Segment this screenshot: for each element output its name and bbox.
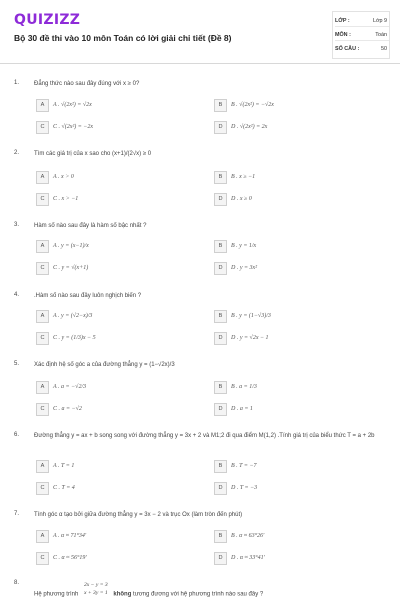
option-text: C . y = √(x+1) [53,265,89,271]
option-d[interactable] [214,482,374,495]
question-number: 2. [14,150,20,156]
meta-row-subject [335,29,389,41]
option-c[interactable] [36,403,196,416]
question-number: 5. [14,361,20,367]
meta-row-count [335,43,389,55]
question-text [34,582,390,600]
option-text: B . x ≥ −1 [231,174,256,180]
option-letter-badge: C [36,262,49,275]
option-text: D . y = √2x − 1 [231,335,269,341]
option-letter-badge: C [36,552,49,565]
option-letter-badge: D [214,332,227,345]
question-number: 3. [14,222,20,228]
meta-key: MÔN : [335,32,351,38]
option-d[interactable] [214,332,374,345]
question-text: Hàm số nào sau đây là hàm số bậc nhất ? [34,223,147,229]
question-number: 6. [14,432,20,438]
equation-line: x + 3y = 1 [83,590,108,596]
option-a[interactable] [36,460,196,473]
question-text: Tìm các giá trị của x sao cho (x+1)/(2√x) ≥ 0 [34,151,152,157]
page-title: Bộ 30 đề thi vào 10 môn Toán có lời giải chi tiết (Đề 8) [14,33,232,43]
option-text: D . α ≈ 33°41' [231,555,265,561]
option-c[interactable] [36,332,196,345]
option-letter-badge: D [214,193,227,206]
option-d[interactable] [214,403,374,416]
option-letter-badge: A [36,310,49,323]
option-text: B . y = (1−√3)/3 [231,313,271,319]
option-text: B . y = 1/x [231,243,257,249]
option-text: D . x ≥ 0 [231,196,252,202]
question-text-tail: tương đương với hệ phương trình nào sau đây ? [133,591,264,598]
option-text: C . α ≈ 56°19' [53,555,87,561]
option-letter-badge: C [36,121,49,134]
meta-row-class [335,15,389,27]
option-letter-badge: C [36,332,49,345]
meta-value: 50 [381,46,387,52]
meta-value: Toán [375,32,387,38]
quizizz-logo: QUIZIZZ [14,12,81,28]
option-letter-badge: C [36,403,49,416]
emphasis-word: không [113,591,132,598]
option-text: C . x > −1 [53,196,79,202]
option-c[interactable] [36,262,196,275]
option-letter-badge: B [214,171,227,184]
option-text: A . a = −√2/3 [53,384,87,390]
option-a[interactable] [36,381,196,394]
question-number: 8. [14,580,20,586]
question-text: Đường thẳng y = ax + b song song với đường thẳng y = 3x + 2 và M1;2 đi qua điểm M(1,2) .Tính giá trị của biểu thức T = a + 2b [34,433,375,439]
question-text: Đẳng thức nào sau đây đúng với x ≥ 0? [34,81,140,87]
option-text: D . √(2x²) = 2x [231,124,268,130]
option-letter-badge: A [36,99,49,112]
option-letter-badge: A [36,171,49,184]
option-letter-badge: B [214,240,227,253]
option-letter-badge: B [214,381,227,394]
option-text: B . √(2x²) = −√2x [231,102,274,108]
option-c[interactable] [36,121,196,134]
question-text-intro: Hệ phương trình [34,591,79,598]
equation-line: 2x − y = 3 [83,582,108,588]
worksheet-header [0,0,400,64]
option-b[interactable] [214,381,374,394]
option-text: A . α ≈ 71°34' [53,533,87,539]
meta-key: SỐ CÂU : [335,46,360,52]
meta-key: LỚP : [335,18,350,24]
option-b[interactable] [214,460,374,473]
option-text: A . T = 1 [53,463,75,469]
option-letter-badge: A [36,240,49,253]
question-text: Tính góc α tạo bởi giữa đường thẳng y = 3x − 2 và trục Ox (làm tròn đến phút) [34,512,243,518]
option-letter-badge: B [214,310,227,323]
option-a[interactable] [36,530,196,543]
option-b[interactable] [214,530,374,543]
option-c[interactable] [36,552,196,565]
option-letter-badge: C [36,482,49,495]
option-letter-badge: B [214,460,227,473]
option-d[interactable] [214,121,374,134]
option-letter-badge: D [214,482,227,495]
option-text: C . a = −√2 [53,406,82,412]
option-letter-badge: D [214,403,227,416]
option-text: D . T = −3 [231,485,258,491]
option-d[interactable] [214,262,374,275]
option-a[interactable] [36,171,196,184]
option-a[interactable] [36,240,196,253]
option-text: C . √(2x²) = −2x [53,124,94,130]
option-text: C . y = (1/3)x − 5 [53,335,96,341]
option-text: A . y = (√2−x)/3 [53,313,93,319]
option-b[interactable] [214,99,374,112]
option-letter-badge: C [36,193,49,206]
question-number: 7. [14,511,20,517]
option-b[interactable] [214,171,374,184]
option-letter-badge: A [36,460,49,473]
option-text: B . α ≈ 63°26' [231,533,265,539]
option-a[interactable] [36,310,196,323]
option-letter-badge: A [36,381,49,394]
question-number: 4. [14,292,20,298]
option-text: B . T = −7 [231,463,257,469]
option-text: A . √(2x²) = √2x [53,102,92,108]
meta-value: Lớp 9 [372,18,387,24]
option-letter-badge: D [214,552,227,565]
option-text: C . T = 4 [53,485,75,491]
meta-info-box [332,11,390,59]
option-text: B . a = 1/3 [231,384,257,390]
question-number: 1. [14,80,20,86]
option-b[interactable] [214,240,374,253]
equation-system [84,581,108,597]
option-text: A . x > 0 [53,174,74,180]
option-c[interactable] [36,482,196,495]
option-d[interactable] [214,193,374,206]
option-letter-badge: B [214,530,227,543]
question-text: .Hàm số nào sau đây luôn nghịch biến ? [34,293,142,299]
question-text: Xác định hệ số góc a của đường thẳng y = (1−√2x)/3 [34,362,175,368]
option-b[interactable] [214,310,374,323]
option-text: A . y = (x−1)/x [53,243,89,249]
option-letter-badge: A [36,530,49,543]
option-text: D . y = 3x² [231,265,258,271]
option-a[interactable] [36,99,196,112]
option-c[interactable] [36,193,196,206]
option-letter-badge: D [214,262,227,275]
option-letter-badge: D [214,121,227,134]
option-d[interactable] [214,552,374,565]
option-text: D . a = 1 [231,406,253,412]
option-letter-badge: B [214,99,227,112]
